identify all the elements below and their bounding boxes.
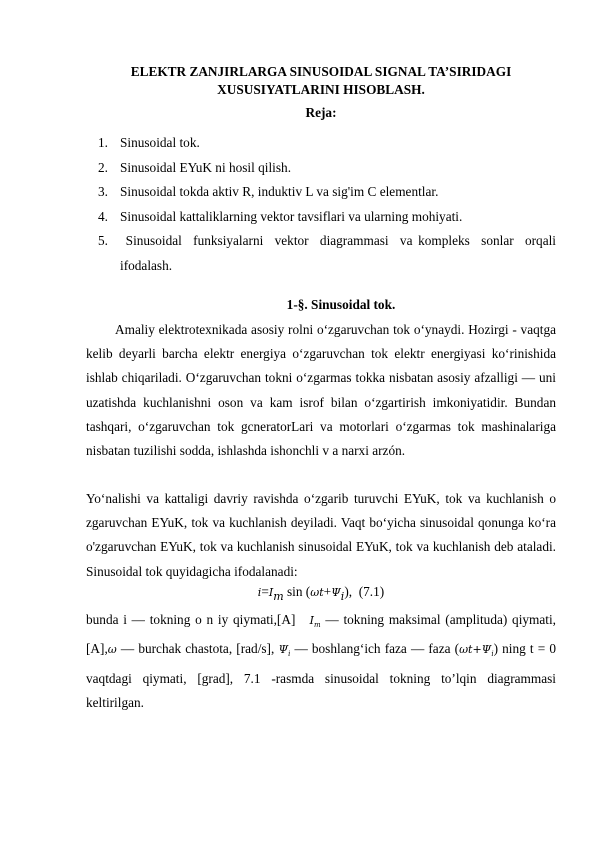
plan-item-number: 3. xyxy=(98,184,108,199)
plan-item-text: Sinusoidal tok. xyxy=(120,135,200,150)
plan-item-text: Sinusoidal EYuK ni hosil qilish. xyxy=(120,159,292,175)
paragraph-1: Amaliy elektrotexnikada asosiy rolni o‘zgaruvchan tok o‘ynaydi. Hozirgi - vaqtga kelib deyarli barcha elektr energiya o‘zgaruvchan tok elektr energiyasi ko‘rinishida ishlab chiqariladi. O‘zgaruvchan tokni o‘zgarmas tokka nisbatan asosiy afzalligi — uni uzatishda kuchlanishni oson va kam isrof bilan o‘zgartirish imkoniyatidir. Bundan tashqari, o‘zgaruvchan tok gcneratorLari va motorlari o‘zgarmas tok mashinalariga nisbatan tuzilishi sodda, ishlashda ishonchli v a narxi arzón. xyxy=(86,322,556,459)
formula-number: (7.1) xyxy=(358,584,385,599)
plan-item xyxy=(98,229,556,278)
plan-item-number: 4. xyxy=(98,208,108,224)
phase-expression: $\omega t+\Psi_i$ xyxy=(459,643,494,659)
plan-item-text-continuation: ifodalash. xyxy=(120,257,173,273)
document-title-line-1: ELEKTR ZANJIRLARGA SINUSOIDAL SIGNAL TA’SIRIDAGI xyxy=(130,64,512,79)
section-title: 1-§. Sinusoidal tok. xyxy=(286,297,396,312)
plan-item-number: 1. xyxy=(98,135,108,150)
plan-item xyxy=(98,156,556,181)
plan-item xyxy=(98,131,556,156)
formula-7-1: $i=I_m$ $\sin (\omega t+\Psi_i)$, (7.1) xyxy=(257,584,385,603)
paragraph-3 xyxy=(86,608,556,715)
plan-heading: Reja: xyxy=(305,105,337,120)
paragraph-3-part-d: — boshlang‘ich faza — faza ( xyxy=(294,641,460,657)
amplitude-symbol: $I_m$ xyxy=(309,614,321,630)
paragraph-3-part-e: ) ning t = 0 vaqtdagi qiymati, [grad], 7.1 -rasmda sinusoidal tokning to’lqin diagrammasi keltirilgan. xyxy=(86,641,556,710)
phase-symbol: $\Psi_i$ xyxy=(278,643,291,659)
plan-item-number: 2. xyxy=(98,159,108,175)
plan-item xyxy=(98,180,556,205)
plan-item xyxy=(98,205,556,230)
plan-item-text: Sinusoidal kattaliklarning vektor tavsiflari va ularning mohiyati. xyxy=(120,208,463,224)
paragraph-3-part-a: bunda i — tokning o n iy qiymati,[A] xyxy=(86,612,296,627)
document-title-line-2: XUSUSIYATLARINI HISOBLASH. xyxy=(217,82,425,97)
omega-symbol: ω xyxy=(107,643,117,657)
plan-item-number: 5. xyxy=(98,233,108,248)
paragraph-3-part-b: — tokning maksimal (amplituda) qiymati, [A], xyxy=(86,612,557,657)
paragraph-3-part-c: — burchak chastota, [rad/s], xyxy=(120,641,275,657)
paragraph-2: Yo‘nalishi va kattaligi davriy ravishda o‘zgarib turuvchi EYuK, tok va kuchlanish o zgaruvchan EYuK, tok va kuchlanish deyiladi. Vaqt bo‘yicha sinusoidal qonunga ko‘ra o'zgaruvchan EYuK, tok va kuchlanish sinusoidal EYuK, tok va kuchlanish deb ataladi. Sinusoidal tok quyidagicha ifodalanadi: xyxy=(86,491,556,579)
plan-item-text: Sinusoidal funksiyalarni vektor diagrammasi va kompleks sonlar orqali xyxy=(120,233,556,248)
plan-item-text: Sinusoidal tokda aktiv R, induktiv L va sig'im C elementlar. xyxy=(120,184,439,199)
plan-list xyxy=(98,131,556,278)
